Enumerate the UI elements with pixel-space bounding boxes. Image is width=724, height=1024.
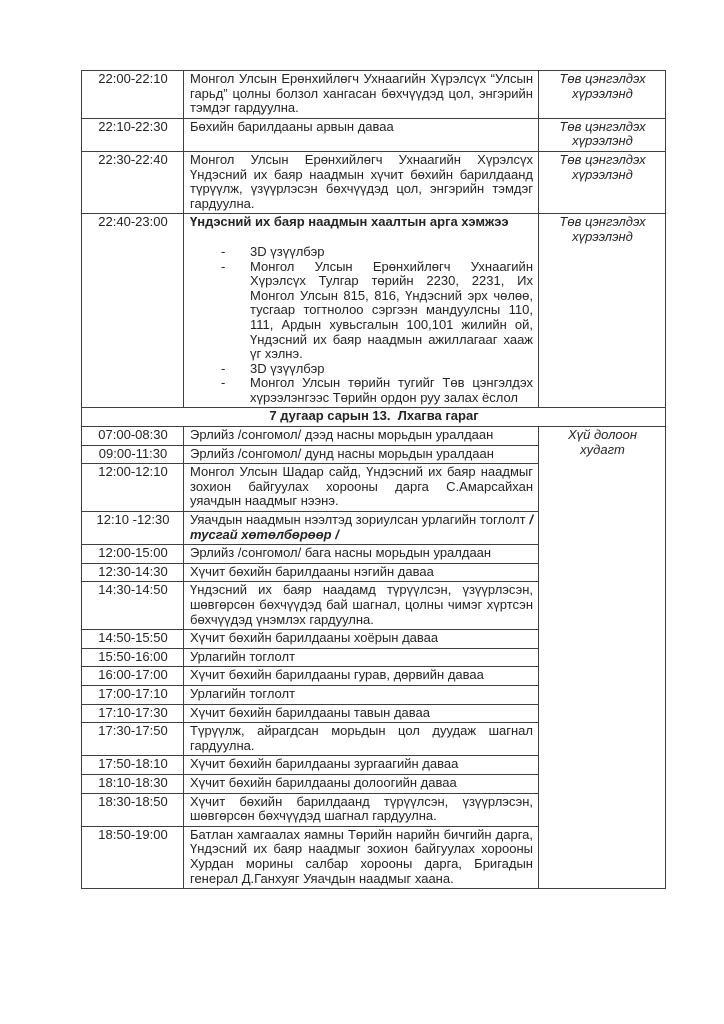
schedule-row <box>82 151 666 213</box>
bullet-dash-icon: - <box>221 360 226 376</box>
activity-cell <box>184 793 539 826</box>
activity-cell <box>184 445 539 464</box>
activity-cell <box>184 648 539 667</box>
time-cell: 17:30-17:50 <box>82 723 184 756</box>
location-cell: Төв цэнгэлдэх хүрээлэнд <box>539 71 666 119</box>
schedule-row <box>82 427 666 446</box>
activity-cell <box>184 71 539 119</box>
activity-text: Хүчит бөхийн барилдааны долоогийн даваа <box>190 774 457 790</box>
activity-text: Хүчит бөхийн барилдааны гурав, дөрвийн даваа <box>190 667 484 683</box>
time-cell: 12:00-15:00 <box>82 545 184 564</box>
activity-cell <box>184 582 539 630</box>
activity-cell <box>184 512 539 545</box>
bullet-text: 3D үзүүлбэр <box>250 360 325 376</box>
bullet-item <box>190 362 533 377</box>
activity-cell <box>184 118 539 151</box>
activity-cell <box>184 774 539 793</box>
location-cell: Төв цэнгэлдэх хүрээлэнд <box>539 214 666 408</box>
activity-cell <box>184 545 539 564</box>
location-cell: Төв цэнгэлдэх хүрээлэнд <box>539 118 666 151</box>
activity-text: Монгол Улсын Шадар сайд, Үндэсний их баяр наадмыг зохион байгуулах хорооны дарга С.Амарсайхан уяачдын наадмыг нээнэ. <box>190 464 533 509</box>
bullet-item <box>190 245 533 260</box>
time-cell: 09:00-11:30 <box>82 445 184 464</box>
time-cell: 12:00-12:10 <box>82 464 184 512</box>
activity-cell <box>184 685 539 704</box>
day-header-label: 7 дугаар сарын 13. Лхагва гараг <box>82 408 666 427</box>
activity-cell <box>184 667 539 686</box>
activity-text: Түрүүлж, айрагдсан морьдын цол дуудаж шагнал гардуулна. <box>190 723 533 753</box>
activity-text: Бөхийн барилдааны арвын даваа <box>190 118 394 134</box>
day-header-row <box>82 408 666 427</box>
time-cell: 12:30-14:30 <box>82 563 184 582</box>
activity-text: Эрлийз /сонгомол/ бага насны морьдын уралдаан <box>190 545 492 561</box>
activity-text: Урлагийн тоглолт <box>190 685 296 701</box>
time-cell: 22:30-22:40 <box>82 151 184 213</box>
bullet-dash-icon: - <box>221 243 226 259</box>
location-cell: Хүй долоон худагт <box>539 427 666 889</box>
schedule-row <box>82 214 666 408</box>
time-cell: 16:00-17:00 <box>82 667 184 686</box>
schedule-body <box>82 71 666 889</box>
time-cell: 18:10-18:30 <box>82 774 184 793</box>
activity-program-note: / тусгай хөтөлбөрөөр / <box>190 512 533 542</box>
bullet-item <box>190 376 533 405</box>
activity-text: Монгол Улсын Ерөнхийлөгч Ухнаагийн Хүрэлсүх “Улсын гарьд” цолны болзол хангасан бөхчүүдэд цол, энгэрийн тэмдэг гардуулна. <box>190 71 533 116</box>
activity-text: Хүчит бөхийн барилдааны хоёрын даваа <box>190 630 439 646</box>
bullet-item <box>190 260 533 362</box>
activity-text: Хүчит бөхийн барилдааны нэгийн даваа <box>190 563 434 579</box>
time-cell: 22:40-23:00 <box>82 214 184 408</box>
activity-text: Хүчит бөхийн барилдааны тавын даваа <box>190 704 431 720</box>
time-cell: 12:10 -12:30 <box>82 512 184 545</box>
activity-cell <box>184 464 539 512</box>
activity-text: Монгол Улсын Ерөнхийлөгч Ухнаагийн Хүрэлсүх Үндэсний их баяр наадмын хүчит бөхийн барилдаанд түрүүлж, үзүүрлэсэн бөхчүүдэд цол, энгэрийн тэмдэг гардуулна. <box>190 151 533 211</box>
bullet-text: Монгол Улсын Ерөнхийлөгч Ухнаагийн Хүрэлсүх Тулгар төрийн 2230, 2231, Их Монгол Улсын 815, 816, Үндэсний эрх чөлөө, тусгаар тогтнолоо сэргээн мандуулсны 110, 111, Ардын хувьсгалын 100,101 жилийн ой, Үндэсний их баяр наадмын ажиллагааг хааж үг хэлнэ. <box>250 258 533 362</box>
activity-cell <box>184 723 539 756</box>
activity-cell <box>184 704 539 723</box>
bullet-dash-icon: - <box>221 258 226 274</box>
time-cell: 18:30-18:50 <box>82 793 184 826</box>
schedule-row <box>82 71 666 119</box>
activity-text: Урлагийн тоглолт <box>190 648 296 664</box>
time-cell: 15:50-16:00 <box>82 648 184 667</box>
activity-title: Үндэсний их баяр наадмын хаалтын арга хэмжээ <box>190 214 509 230</box>
activity-text: Батлан хамгаалах яамны Төрийн нарийн бичгийн дарга, Үндэсний их баяр наадмыг зохион байгуулах хорооны Хурдан морины салбар хорооны дарга, Бригадын генерал Д.Ганхуяг Уяачдын наадмыг хаана. <box>190 826 533 886</box>
time-cell: 14:50-15:50 <box>82 630 184 649</box>
time-cell: 22:00-22:10 <box>82 71 184 119</box>
activity-text: Эрлийз /сонгомол/ дунд насны морьдын уралдаан <box>190 445 494 461</box>
activity-cell <box>184 214 539 408</box>
bullet-list <box>190 245 533 406</box>
time-cell: 07:00-08:30 <box>82 427 184 446</box>
time-cell: 17:50-18:10 <box>82 756 184 775</box>
activity-cell <box>184 563 539 582</box>
activity-text: Эрлийз /сонгомол/ дээд насны морьдын уралдаан <box>190 427 494 443</box>
bullet-text: Монгол Улсын төрийн тугийг Төв цэнгэлдэх хүрээлэнгээс Төрийн ордон руу залах ёслол <box>250 375 533 405</box>
activity-text: Уяачдын наадмын нээлтэд зориулсан урлагийн тоглолт <box>190 512 530 528</box>
activity-cell <box>184 151 539 213</box>
activity-cell <box>184 427 539 446</box>
location-cell: Төв цэнгэлдэх хүрээлэнд <box>539 151 666 213</box>
activity-cell <box>184 826 539 888</box>
time-cell: 14:30-14:50 <box>82 582 184 630</box>
bullet-text: 3D үзүүлбэр <box>250 243 325 259</box>
activity-text: Үндэсний их баяр наадамд түрүүлсэн, үзүүрлэсэн, шөвгөрсөн бөхчүүдэд бай шагнал, цолны чимэг хүртсэн бөхчүүдэд үнэмлэх гардуулна. <box>190 582 533 627</box>
activity-cell <box>184 630 539 649</box>
activity-cell <box>184 756 539 775</box>
activity-text: Хүчит бөхийн барилдаанд түрүүлсэн, үзүүрлэсэн, шөвгөрсөн бөхчүүдэд шагнал гардуулна. <box>190 793 533 824</box>
activity-text: Хүчит бөхийн барилдааны зургаагийн даваа <box>190 756 459 772</box>
time-cell: 18:50-19:00 <box>82 826 184 888</box>
bullet-dash-icon: - <box>221 375 226 391</box>
time-cell: 22:10-22:30 <box>82 118 184 151</box>
schedule-table <box>81 70 666 889</box>
time-cell: 17:00-17:10 <box>82 685 184 704</box>
schedule-row <box>82 118 666 151</box>
time-cell: 17:10-17:30 <box>82 704 184 723</box>
